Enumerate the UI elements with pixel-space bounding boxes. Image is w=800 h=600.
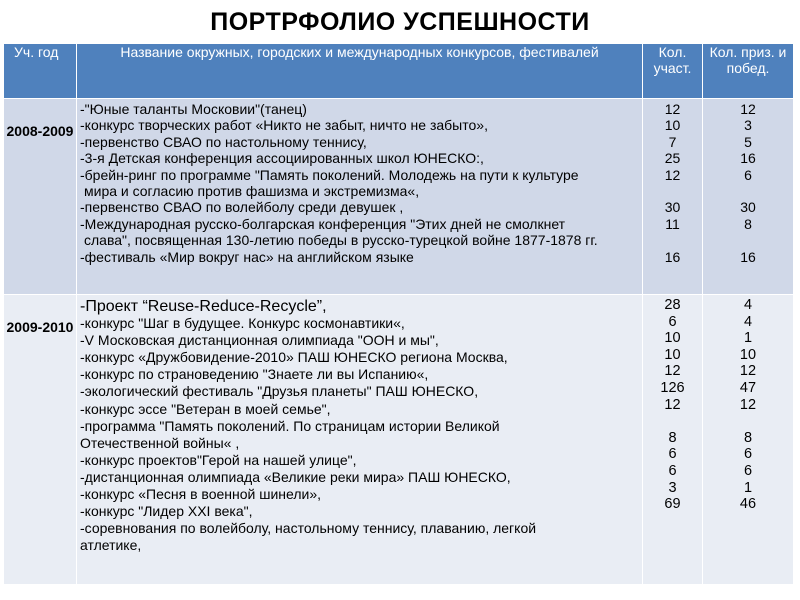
participants-value <box>643 413 702 430</box>
participants-value: 10 <box>664 117 681 134</box>
winners-value: 8 <box>743 429 753 446</box>
event-item: слава", посвященная 130-летию победы в русско-турецкой войне 1877-1878 гг. <box>84 232 598 249</box>
event-item: -первенство СВАО по волейболу среди девушек , <box>80 199 404 216</box>
winners-value: 3 <box>744 117 752 134</box>
participants-value: 25 <box>664 150 681 167</box>
portfolio-table <box>3 43 794 585</box>
event-item: атлетике, <box>80 537 142 554</box>
table-row <box>4 295 794 585</box>
winners-cell <box>703 99 794 295</box>
event-item: -конкурс по страноведению "Знаете ли вы Испанию«, <box>80 366 429 383</box>
header-year: Уч. год <box>4 44 77 99</box>
event-item: -конкурс проектов"Герой на нашей улице", <box>80 451 357 468</box>
event-item: -V Московская дистанционная олимпиада "ООН и мы", <box>80 332 439 349</box>
event-item: -Проект “Reuse-Reduce-Recycle”, <box>80 298 327 315</box>
participants-value: 11 <box>665 215 680 232</box>
winners-value: 4 <box>743 297 753 313</box>
event-item: Отечественной войны« , <box>80 434 240 451</box>
event-item: -программа "Память поколений. По страницам истории Великой <box>80 417 500 434</box>
participants-value: 126 <box>660 379 685 396</box>
event-item: -брейн-ринг по программе "Память поколений. Молодежь на пути к культуре <box>80 166 579 183</box>
winners-value: 16 <box>740 150 756 167</box>
participants-value <box>643 232 702 248</box>
participants-value: 6 <box>668 446 677 463</box>
participants-value: 30 <box>664 199 681 216</box>
winners-value: 10 <box>739 346 757 363</box>
event-item: мира и согласию против фашизма и экстремизма«, <box>84 183 420 200</box>
participants-value: 28 <box>664 297 681 313</box>
winners-value: 1 <box>743 479 753 496</box>
header-winners: Кол. приз. и побед. <box>703 44 794 99</box>
event-item: -конкурс «Песня в военной шинели», <box>80 486 322 503</box>
winners-cell <box>703 295 794 585</box>
winners-value: 5 <box>744 133 752 150</box>
event-item: -дистанционная олимпиада «Великие реки мира» ПАШ ЮНЕСКО, <box>80 468 511 485</box>
participants-value: 6 <box>668 313 677 330</box>
winners-value: 8 <box>744 215 752 232</box>
participants-value: 12 <box>664 101 681 117</box>
winners-value: 6 <box>743 462 753 479</box>
participants-value: 10 <box>664 330 681 347</box>
participants-cell <box>643 99 703 295</box>
winners-value <box>703 232 793 248</box>
event-item: -первенство СВАО по настольному теннису, <box>80 133 367 150</box>
event-item: -3-я Детская конференция ассоциированных школ ЮНЕСКО:, <box>80 150 484 167</box>
participants-value: 12 <box>664 166 681 183</box>
event-item: -Международная русско-болгарская конференция "Этих дней не смолкнет <box>80 215 566 232</box>
participants-value: 10 <box>664 346 681 363</box>
winners-value: 16 <box>740 248 756 265</box>
participants-value: 8 <box>668 429 677 446</box>
table-header-row <box>4 44 794 99</box>
winners-value: 47 <box>739 379 757 396</box>
year-cell: 2009-2010 <box>4 295 77 585</box>
event-item: -фестиваль «Мир вокруг нас» на английском языке <box>80 248 414 265</box>
winners-value: 12 <box>740 101 756 117</box>
events-cell <box>77 295 643 585</box>
event-item: -конкурс творческих работ «Никто не забыт, ничто не забыто», <box>80 117 488 134</box>
event-item: -конкурс эссе "Ветеран в моей семье", <box>80 400 331 417</box>
participants-value: 3 <box>668 479 677 496</box>
winners-value <box>703 183 793 199</box>
winners-value: 46 <box>739 496 757 513</box>
winners-value: 12 <box>739 396 757 413</box>
participants-value: 6 <box>668 462 677 479</box>
winners-value: 6 <box>743 446 753 463</box>
participants-value: 7 <box>668 133 677 150</box>
event-item: -конкурс "Шаг в будущее. Конкурс космонавтики«, <box>80 315 405 332</box>
participants-cell <box>643 295 703 585</box>
event-item: -"Юные таланты Московии"(танец) <box>80 101 307 117</box>
event-item: -соревнования по волейболу, настольному теннису, плаванию, легкой <box>80 520 537 537</box>
winners-value: 4 <box>743 313 753 330</box>
event-item: -экологический фестиваль "Друзья планеты" ПАШ ЮНЕСКО, <box>80 383 479 400</box>
event-item: -конкурс "Лидер XXI века", <box>80 503 253 520</box>
page-title: ПОРТРФОЛИО УСПЕШНОСТИ <box>210 8 590 36</box>
header-participants: Кол. участ. <box>643 44 703 99</box>
winners-value <box>703 413 793 430</box>
winners-value: 6 <box>744 166 752 183</box>
participants-value <box>643 183 702 199</box>
event-item: -конкурс «Дружбовидение-2010» ПАШ ЮНЕСКО региона Москва, <box>80 349 508 366</box>
participants-value: 12 <box>664 396 681 413</box>
participants-value: 69 <box>664 496 681 513</box>
winners-value: 30 <box>740 199 756 216</box>
year-cell: 2008-2009 <box>4 99 77 295</box>
winners-value: 12 <box>739 363 757 380</box>
header-name: Название окружных, городских и международных конкурсов, фестивалей <box>77 44 643 99</box>
participants-value: 16 <box>664 248 681 265</box>
table-row <box>4 99 794 295</box>
participants-value: 12 <box>664 363 681 380</box>
events-cell <box>77 99 643 295</box>
winners-value: 1 <box>743 330 753 347</box>
